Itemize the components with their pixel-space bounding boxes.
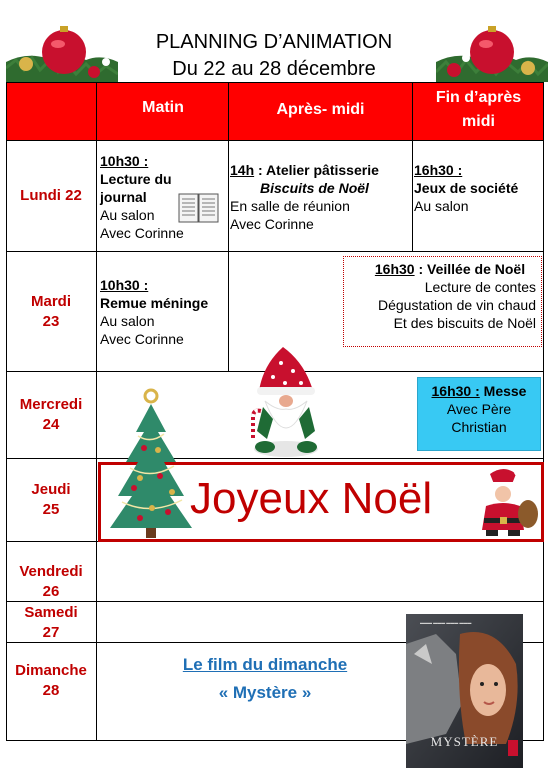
santa-icon	[472, 466, 538, 538]
joyeux-noel-text: Joyeux Noël	[190, 474, 433, 523]
column-morning: Matin	[142, 99, 184, 116]
day-friday: Vendredi 26	[19, 563, 83, 600]
day-sunday: Dimanche 28	[15, 662, 87, 699]
day-thursday: Jeudi 25	[31, 481, 71, 518]
sunday-film-name: « Mystère »	[218, 683, 312, 702]
page-title: PLANNING D’ANIMATION	[155, 31, 393, 53]
day-saturday: Samedi 27	[24, 604, 78, 641]
christmas-ornament-icon	[436, 22, 548, 82]
monday-afternoon-activity: 14h : Atelier pâtisserie Biscuits de Noël En salle de réunion Avec Corinne	[230, 162, 379, 232]
christmas-ornament-icon	[6, 22, 118, 82]
tuesday-morning-activity: 10h30 : Remue méninge Au salon Avec Corinne	[100, 277, 209, 347]
poster-title: MYSTÈRE	[430, 734, 499, 749]
monday-morning-activity: 10h30 : Lecture du journal Au salon Avec Corinne	[100, 153, 184, 241]
day-monday: Lundi 22	[20, 187, 82, 204]
wednesday-messe-box: 16h30 : Messe Avec Père Christian	[417, 377, 541, 451]
svg-text:▬▬▬ ▬▬▬ ▬▬▬ ▬▬▬: ▬▬▬ ▬▬▬ ▬▬▬ ▬▬▬	[420, 620, 472, 625]
page-subtitle: Du 22 au 28 décembre	[172, 58, 376, 80]
newspaper-icon	[178, 192, 220, 224]
column-afternoon: Après- midi	[276, 101, 365, 118]
day-tuesday: Mardi 23	[30, 293, 71, 330]
day-wednesday: Mercredi 24	[19, 396, 83, 433]
gnome-icon	[243, 345, 329, 459]
christmas-tree-icon	[104, 388, 198, 538]
monday-late-activity: 16h30 : Jeux de société Au salon	[414, 162, 519, 214]
column-late-afternoon: Fin d’après midi	[435, 89, 522, 130]
sunday-film-heading: Le film du dimanche	[182, 655, 348, 674]
tuesday-evening-activity: 16h30 : Veillée de Noël Lecture de contes Dégustation de vin chaud Et des biscuits de Noël	[374, 261, 536, 331]
